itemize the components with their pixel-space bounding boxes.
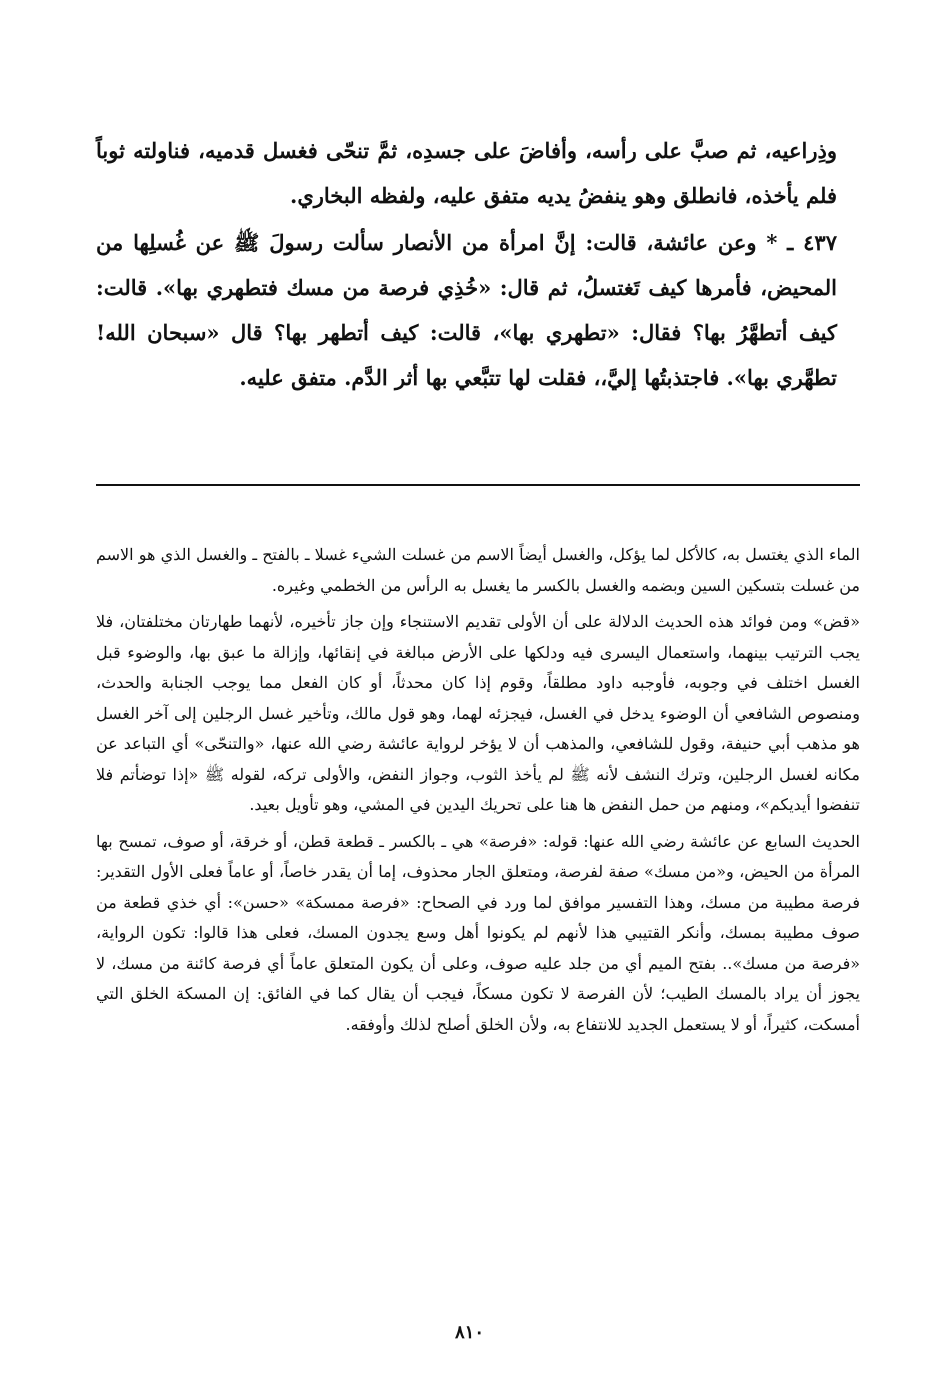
footnote-divider: [96, 484, 860, 486]
hadith-437-paragraph: ٤٣٧ ـ * وعن عائشة، قالت: إنَّ امرأة من الأنصار سألت رسولَ ﷺ عن غُسلِها من المحيض، فأمرها كيف تَغتسلُ، ثم قال: «خُذِي فرصة من مسك فتطهري بها». قالت: كيف أتطهَّرُ بها؟ فقال: «تطهري بها»، قالت: كيف أتطهر بها؟ قال «سبحان الله! تطهَّري بها». فاجتذبتُها إليَّ،، فقلت لها تتبَّعي بها أثر الدَّم. متفق عليه.: [96, 230, 837, 390]
footnote-paragraph: «قض» ومن فوائد هذه الحديث الدلالة على أن الأولى تقديم الاستنجاء وإن جاز تأخيره، لأنهما طهارتان مختلفتان، فلا يجب الترتيب بينهما، واستعمال اليسرى فيه ودلكها على الأرض مبالغة في إنقائها، وإزالة ما عبق بها، والوضوء قبل الغسل اختلف في وجوبه، فأوجبه داود مطلقاً، وقوم إذا كان محدثاً، أو كان الفعل مما يوجب الجنابة والحدث، ومنصوص الشافعي أن الوضوء يدخل في الغسل، فيجزئه لهما، وهو قول مالك، وتأخير غسل الرجلين إلى آخر الغسل هو مذهب أبي حنيفة، وقول للشافعي، والمذهب أن لا يؤخر لرواية عائشة رضي الله عنها، «والتنحّى» أي التباعد عن مكانه لغسل الرجلين، وترك النشف لأنه ﷺ لم يأخذ الثوب، وجواز النفض، والأولى تركه، لقوله ﷺ «إذا توضأتم فلا تنفضوا أيديكم»، ومنهم من حمل النفض ها هنا على تحريك اليدين في المشي، وهو تأويل بعيد.: [96, 612, 860, 814]
footnote-paragraph: الماء الذي يغتسل به، كالأكل لما يؤكل، والغسل أيضاً الاسم من غسلت الشيء غسلا ـ بالفتح ـ والغسل الذي هو الاسم من غسلت بتسكين السين وبضمه والغسل بالكسر ما يغسل به الرأس من الخطمي وغيره.: [96, 545, 860, 595]
main-text: [96, 128, 837, 400]
footnote-paragraph: الحديث السابع عن عائشة رضي الله عنها: قوله: «فرصة» هي ـ بالكسر ـ قطعة قطن، أو خرقة، أو صوف، تمسح بها المرأة من الحيض، و«من مسك» صفة لفرصة، ومتعلق الجار محذوف، إما أن يقدر خاصاً، أو عاماً فعلى الأول التقدير: فرصة مطيبة من مسك، وهذا التفسير موافق لما ورد في الصحاح: «فرصة ممسكة» «حسن»: أي خذي قطعة من صوف مطيبة بمسك، وأنكر القتيبي هذا لأنهم لم يكونوا أهل وسع يجدون المسك، فعلى هذا قالوا: تكون الرواية، «فرصة من مسك».. بفتح الميم أي من جلد عليه صوف، وعلى أن يكون المتعلق عاماً أي فرصة كائنة من مسك، لا يجوز أن يراد بالمسك الطيب؛ لأن الفرصة لا تكون مسكاً، فيجب أن يقال كما في الفائق: إن المسكة الخلق التي أمسكت، كثيراً، أو لا يستعمل الجديد للانتفاع به، ولأن الخلق أصلح لذلك وأوفقه.: [96, 831, 861, 1034]
main-paragraph: وذِراعيه، ثم صبَّ على رأسه، وأفاضَ على جسدِه، ثمَّ تنحّى فغسل قدميه، فناولته ثوباً فلم يأخذه، فانطلق وهو ينفضُ يديه متفق عليه، ولفظه البخاري.: [96, 138, 837, 208]
footnotes: [96, 540, 860, 1040]
page-number: ٨١٠: [454, 1322, 484, 1343]
